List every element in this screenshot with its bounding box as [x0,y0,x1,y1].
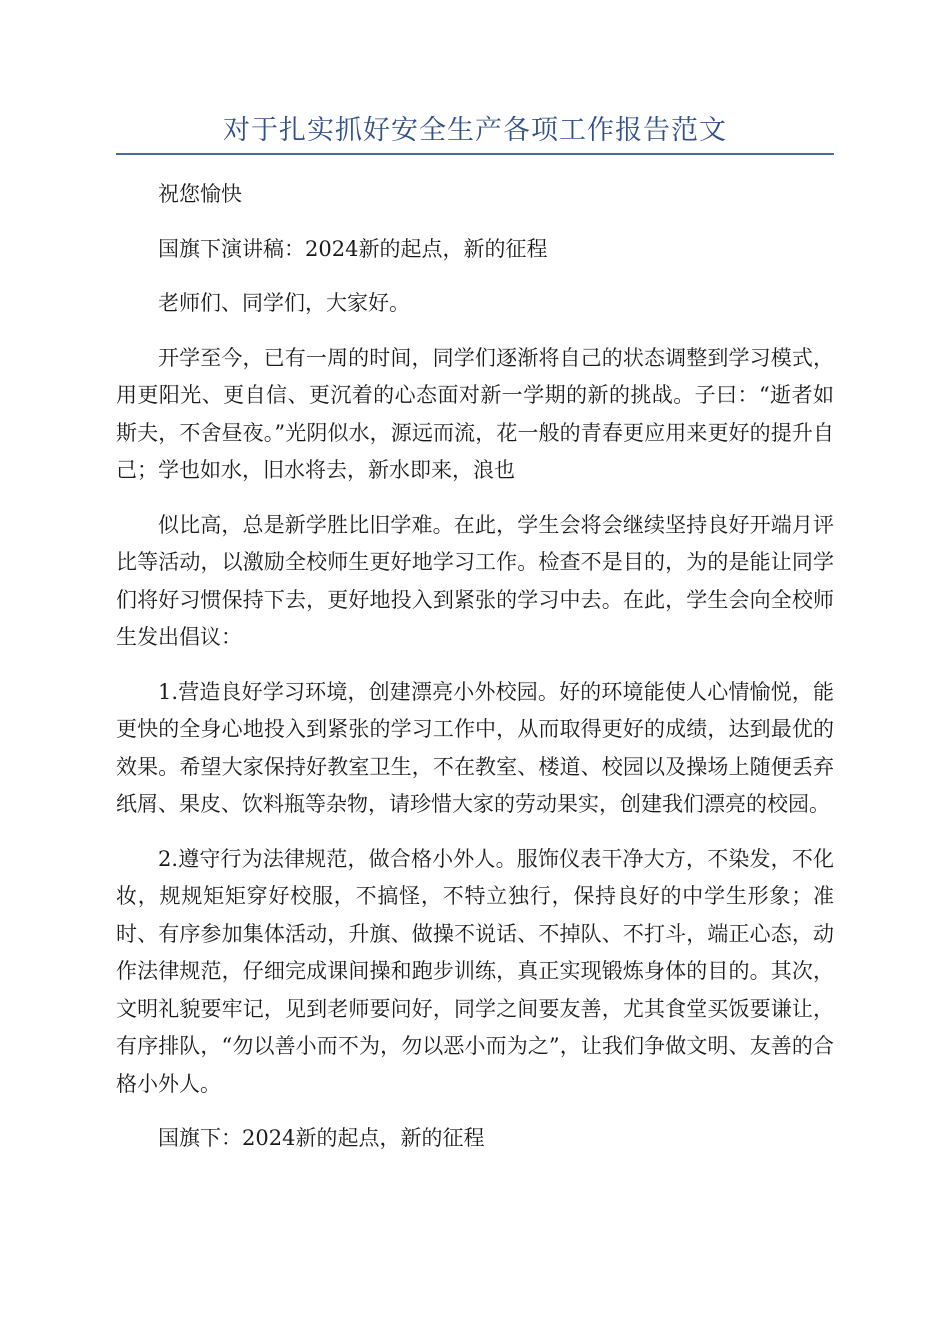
title-underline [116,153,834,155]
paragraph-closing-heading: 国旗下：2024新的起点，新的征程 [158,1126,485,1150]
paragraph-item-1: 1.营造良好学习环境，创建漂亮小外校园。好的环境能使人心情愉悦，能更快的全身心地投入到紧张的学习工作中，从而取得更好的成绩，达到最优的效果。希望大家保持好教室卫生，不在教室、楼道、校园以及操场上随便丢弃纸屑、果皮、饮料瓶等杂物，请珍惜大家的劳动果实，创建我们漂亮的校园。 [116,679,834,816]
paragraph-salutation: 老师们、同学们，大家好。 [158,291,410,315]
paragraph-greeting: 祝您愉快 [158,182,242,206]
document-body [116,176,834,1175]
paragraph-opening: 开学至今，已有一周的时间，同学们逐渐将自己的状态调整到学习模式，用更阳光、更自信、更沉着的心态面对新一学期的新的挑战。子曰：“逝者如斯夫，不舍昼夜。”光阴似水，源远而流，花一般的青春更应用来更好的提升自己；学也如水，旧水将去，新水即来，浪也 [116,345,834,482]
paragraph-item-2: 2.遵守行为法律规范，做合格小外人。服饰仪表干净大方，不染发，不化妆，规规矩矩穿好校服，不搞怪，不特立独行，保持良好的中学生形象；准时、有序参加集体活动，升旗、做操不说话、不掉队、不打斗，端正心态，动作法律规范，仔细完成课间操和跑步训练，真正实现锻炼身体的目的。其次，文明礼貌要牢记，见到老师要问好，同学之间要友善，尤其食堂买饭要谦让，有序排队，“勿以善小而不为，勿以恶小而为之”，让我们争做文明、友善的合格小外人。 [116,846,834,1096]
document-title: 对于扎实抓好安全生产各项工作报告范文 [223,115,727,146]
paragraph-initiative: 似比高，总是新学胜比旧学难。在此，学生会将会继续坚持良好开端月评比等活动，以激励全校师生更好地学习工作。检查不是目的，为的是能让同学们将好习惯保持下去，更好地投入到紧张的学习中去。在此，学生会向全校师生发出倡议： [116,512,834,649]
paragraph-speech-heading: 国旗下演讲稿：2024新的起点，新的征程 [158,236,548,261]
